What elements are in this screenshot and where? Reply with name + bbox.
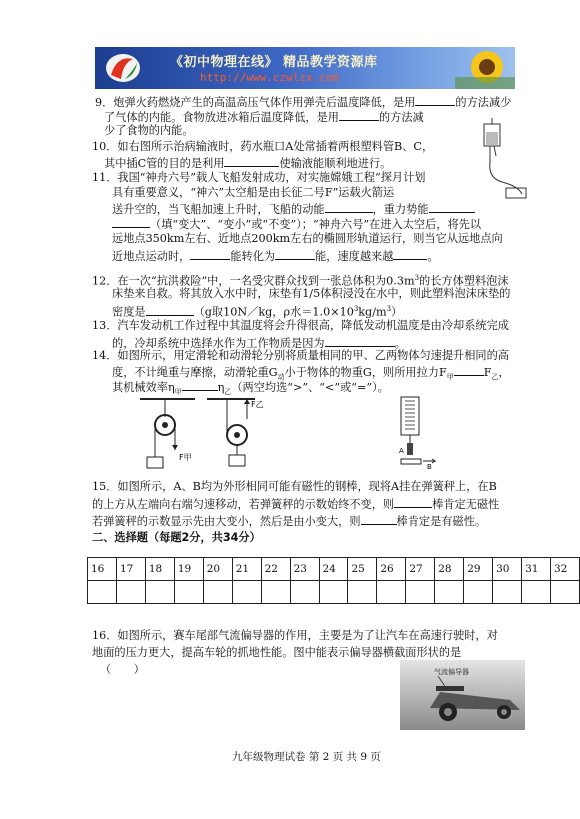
q16-line3: （ ） bbox=[100, 663, 145, 676]
q12-line1: 12．在一次“抗洪救险”中，一名受灾群众找到一张总体积为$0.3m^3$的长方体塑料泡沫 bbox=[92, 274, 509, 288]
answer-cell[interactable] bbox=[261, 581, 290, 604]
logo-icon bbox=[103, 51, 143, 85]
answer-number: 22 bbox=[261, 558, 290, 581]
answer-number: 26 bbox=[377, 558, 406, 581]
answer-number: 24 bbox=[319, 558, 348, 581]
fixed-pulley-figure bbox=[135, 395, 205, 470]
sunflower-icon bbox=[455, 47, 515, 89]
q13-line1: 13．汽车发动机工作过程中其温度将会升得很高，降低发动机温度是由冷却系统完成 bbox=[92, 319, 509, 332]
answer-number: 30 bbox=[493, 558, 522, 581]
answer-number: 19 bbox=[174, 558, 203, 581]
q14-line3: 其机械效率$\eta_甲$ $\eta_乙$（两空均选“>”、“<”或“=”）。 bbox=[112, 381, 389, 397]
answer-number: 25 bbox=[348, 558, 377, 581]
header-url: http://www.czwlzx.com bbox=[200, 71, 340, 84]
q13-line2: 的，冷却系统中选择水作为工作物质是因为 。 bbox=[112, 337, 406, 350]
q15-line1: 15．如图所示，A、B均为外形相同可能有磁性的钢棒，现将A挂在弹簧秤上，在B bbox=[92, 480, 497, 493]
q11-line6: 近地点运动时， 能转化为 能，速度越来越 。 bbox=[112, 250, 439, 263]
header-banner bbox=[95, 47, 515, 89]
answer-number: 29 bbox=[464, 558, 493, 581]
q11-line1: 11．我国“神舟六号”载人飞船发射成功，对实施嫦娥工程“探月计划 bbox=[92, 171, 426, 184]
answer-table bbox=[87, 557, 580, 604]
q14-line2: 度，不计绳重与摩擦，动滑轮重$G_动$小于物体的物重G，则所用拉力$F_甲$ $F_乙$， bbox=[112, 366, 510, 382]
answer-number: 27 bbox=[406, 558, 435, 581]
car-label: 气流偏导器 bbox=[434, 668, 469, 676]
answer-cell[interactable] bbox=[406, 581, 435, 604]
answer-cell[interactable] bbox=[522, 581, 551, 604]
answer-cell[interactable] bbox=[348, 581, 377, 604]
q12-line2: 床垫来自救。将其放入水中时，床垫有1/5体积浸没在水中，则此塑料泡沫床垫的 bbox=[112, 287, 511, 300]
q11-line5: 远地点350km左右、近地点200km左右的椭圆形轨道运行，则当它从远地点向 bbox=[112, 232, 503, 245]
answer-number: 20 bbox=[203, 558, 232, 581]
answer-number: 31 bbox=[522, 558, 551, 581]
answer-table-header-row bbox=[88, 558, 580, 581]
q15-line2: 的上方从左端向右端匀速移动，若弹簧秤的示数始终不变，则 棒肯定无磁性 bbox=[92, 498, 500, 511]
q16-line1: 16．如图所示，赛车尾部气流偏导器的作用，主要是为了让汽车在高速行驶时，对 bbox=[92, 629, 498, 642]
q10-line2: 其中插C管的目的是利用 使输液能顺利地进行。 bbox=[104, 157, 392, 170]
answer-cell[interactable] bbox=[174, 581, 203, 604]
q14-line1: 14．如图所示，用定滑轮和动滑轮分别将质量相同的甲、乙两物体匀速提升相同的高 bbox=[92, 349, 509, 362]
answer-cell[interactable] bbox=[551, 581, 580, 604]
answer-number: 17 bbox=[116, 558, 145, 581]
spring-balance-figure bbox=[395, 395, 440, 470]
q12-line3: 密度是 （g取10N／kg，ρ水$=1.0\times 10^3kg/m^3$） bbox=[112, 305, 403, 319]
answer-cell[interactable] bbox=[116, 581, 145, 604]
q11-line3: 送升空的，当飞船加速上升时，飞船的动能 ，重力势能 bbox=[112, 201, 475, 217]
q11-line2: 具有重要意义，“神六”太空船是由长征二号F”运载火箭运 bbox=[112, 186, 395, 199]
answer-cell[interactable] bbox=[290, 581, 319, 604]
q9-line3: 少了食物的内能。 bbox=[104, 124, 194, 137]
answer-cell[interactable] bbox=[203, 581, 232, 604]
answer-cell[interactable] bbox=[493, 581, 522, 604]
movable-pulley-figure bbox=[205, 395, 275, 470]
answer-number: 32 bbox=[551, 558, 580, 581]
answer-number: 23 bbox=[290, 558, 319, 581]
answer-number: 21 bbox=[232, 558, 261, 581]
answer-cell[interactable] bbox=[464, 581, 493, 604]
iv-drip-figure bbox=[478, 118, 530, 200]
q15-line3: 若弹簧秤的示数显示先由大变小，然后是由小变大，则 棒肯定是有磁性。 bbox=[92, 515, 487, 528]
q11-line4: （填“变大”、“变小”或“不变”）；“神舟六号”在进入太空后，将先以 bbox=[112, 216, 481, 232]
label-b: B bbox=[427, 463, 432, 470]
answer-cell[interactable] bbox=[319, 581, 348, 604]
answer-cell[interactable] bbox=[88, 581, 117, 604]
label-a: A bbox=[399, 447, 404, 455]
q9-line2: 了气体的内能。食物放进冰箱后温度降低，是用 的方法减 bbox=[104, 111, 424, 124]
answer-table-answer-row bbox=[88, 581, 580, 604]
section-2-heading: 二、选择题（每题2分，共34分） bbox=[92, 531, 261, 544]
header-title: 《初中物理在线》 精品教学资源库 bbox=[170, 55, 378, 70]
answer-number: 16 bbox=[88, 558, 117, 581]
answer-number: 28 bbox=[435, 558, 464, 581]
answer-number: 18 bbox=[145, 558, 174, 581]
f-jia-label: F甲 bbox=[179, 453, 192, 462]
answer-cell[interactable] bbox=[435, 581, 464, 604]
race-car-photo bbox=[400, 660, 525, 730]
q9-line1: 9．炮弹火药燃烧产生的高温高压气体作用弹壳后温度降低，是用 的方法减少 bbox=[95, 96, 512, 109]
answer-cell[interactable] bbox=[145, 581, 174, 604]
q16-line2: 地面的压力更大，提高车轮的抓地性能。图中能表示偏导器横截面形状的是 bbox=[92, 646, 462, 659]
f-yi-label: F乙 bbox=[251, 400, 264, 409]
answer-cell[interactable] bbox=[377, 581, 406, 604]
answer-cell[interactable] bbox=[232, 581, 261, 604]
page-footer: 九年级物理试卷 第 2 页 共 9 页 bbox=[232, 751, 381, 763]
q10-line1: 10．如右图所示治病输液时，药水瓶口A处常插着两根塑料管B、C， bbox=[92, 140, 434, 153]
